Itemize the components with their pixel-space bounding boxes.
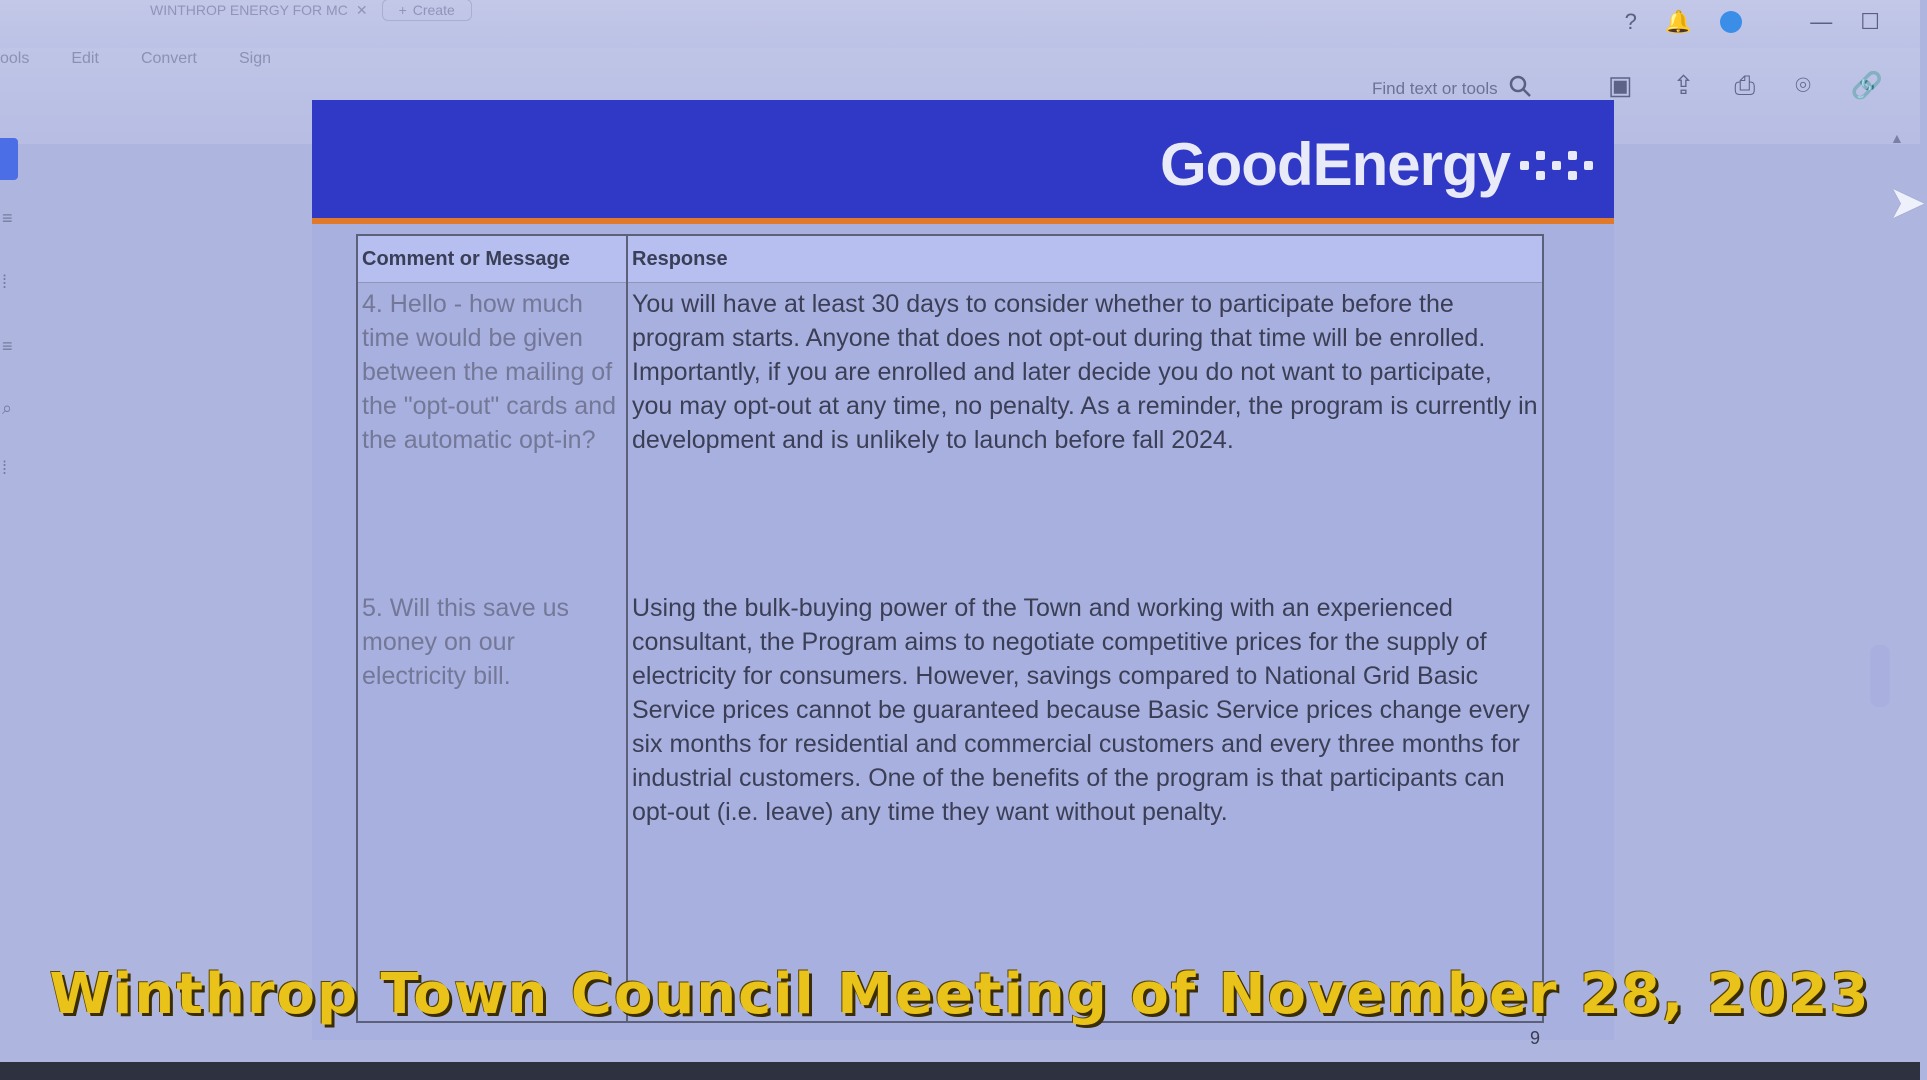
document-tab-title: WINTHROP ENERGY FOR MC [150, 2, 348, 18]
goodenergy-banner [312, 100, 1614, 224]
table-header-row [357, 235, 1543, 283]
menu-item-convert[interactable]: Convert [140, 50, 197, 67]
comment-cell: 4. Hello - how much time would be given between the mailing of the "opt-out" cards and the automatic opt-in? [357, 283, 627, 588]
table-row [357, 587, 1543, 1022]
maximize-icon[interactable]: ☐ [1860, 9, 1880, 34]
response-cell: Using the bulk-buying power of the Town and working with an experienced consultant, the Program aims to negotiate competitive prices for the supply of electricity for consumers. However, savings compared to National Grid Basic Service prices cannot be guaranteed because Basic Service prices change every six months for residential and commercial customers and every three months for industrial customers. One of the benefits of the program is that participants can opt-out (i.e. leave) any time they want without penalty. [627, 587, 1543, 1022]
menu-item-edit[interactable]: Edit [71, 50, 99, 67]
left-rail [0, 110, 22, 1010]
menu-item-sign[interactable]: Sign [238, 50, 271, 67]
rail-tool-icon[interactable]: ⁞ [2, 272, 8, 292]
logo-text: GoodEnergy [1159, 131, 1510, 198]
rail-tool-icon[interactable]: ⌕ [2, 398, 13, 418]
response-cell: You will have at least 30 days to consider whether to participate before the program starts. Anyone that does not opt-out during that time will be enrolled. Importantly, if you are enrolled and later decide you do not want to participate, you may opt-out at any time, no penalty. As a reminder, the program is currently in development and is unlikely to launch before fall 2024. [627, 283, 1543, 588]
menu-item-tools[interactable]: ools [0, 50, 30, 67]
mouse-cursor-icon: ➤ [1888, 176, 1927, 228]
meeting-caption: Winthrop Town Council Meeting of November 28, 2023 [49, 962, 1871, 1027]
tool-icons [1608, 70, 1883, 102]
comment-cell: 5. Will this save us money on our electricity bill. [357, 587, 627, 1022]
scroll-up-icon[interactable]: ▲ [1890, 130, 1904, 146]
find-placeholder: Find text or tools [1372, 78, 1498, 98]
rail-tool-icon[interactable]: ⁞ [2, 458, 8, 478]
comment-response-table [356, 234, 1544, 1023]
bottom-bar [0, 1062, 1920, 1080]
minimize-icon[interactable]: — [1810, 9, 1833, 34]
rail-active-indicator[interactable] [0, 138, 18, 180]
create-label: Create [412, 2, 455, 18]
upload-icon[interactable]: ⇪ [1672, 70, 1695, 100]
goodenergy-logo [1160, 130, 1596, 199]
search-icon[interactable] [1508, 74, 1532, 103]
rail-tool-icon[interactable]: ≡ [2, 336, 13, 356]
document-tab[interactable] [150, 2, 368, 19]
share-icon[interactable]: ⌾ [1795, 70, 1811, 100]
comment-column-header: Comment or Message [357, 235, 627, 283]
save-icon[interactable]: ▣ [1608, 70, 1633, 100]
response-column-header: Response [627, 235, 1543, 283]
help-icon[interactable]: ? [1624, 9, 1637, 34]
link-icon[interactable]: 🔗 [1850, 70, 1884, 100]
document-page [312, 100, 1614, 1048]
bell-icon[interactable]: 🔔 [1664, 9, 1693, 34]
window-controls [1625, 8, 1880, 36]
create-button[interactable] [382, 0, 472, 21]
logo-dots-icon [1516, 145, 1596, 185]
print-icon[interactable]: ⎙ [1734, 70, 1756, 100]
avatar[interactable] [1720, 11, 1742, 33]
close-tab-icon[interactable]: ✕ [355, 1, 368, 18]
table-row [357, 283, 1543, 588]
scrollbar-thumb[interactable] [1870, 645, 1890, 707]
page-number: 9 [1530, 1028, 1541, 1048]
rail-tool-icon[interactable]: ≡ [2, 208, 13, 228]
menu-bar [0, 50, 271, 68]
find-tools-search[interactable] [1372, 74, 1532, 103]
tab-strip [150, 0, 472, 20]
plus-icon: + [398, 2, 407, 18]
title-bar [0, 0, 1920, 48]
